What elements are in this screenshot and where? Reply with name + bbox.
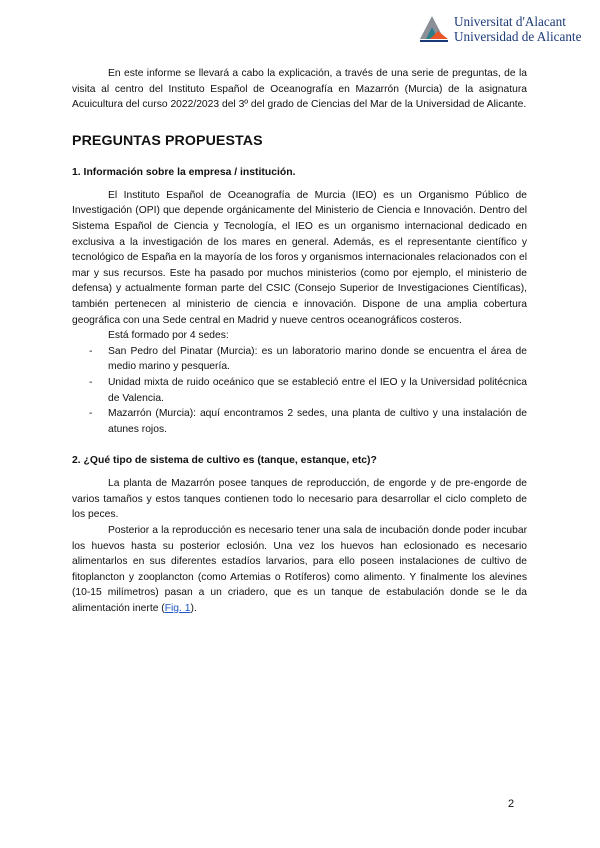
list-item — [72, 375, 527, 406]
question-2-paragraph-2 — [72, 523, 527, 617]
question-1-title: 1. Información sobre la empresa / institución. — [72, 166, 296, 178]
university-logo — [418, 12, 594, 46]
sedes-list — [72, 344, 527, 438]
question-1-paragraph-2: Está formado por 4 sedes: — [108, 330, 229, 342]
section-title: PREGUNTAS PROPUESTAS — [72, 132, 263, 149]
list-item-text: Unidad mixta de ruido oceánico que se estableció entre el IEO y la Universidad politécnica de Valencia. — [108, 376, 527, 404]
dash-bullet: - — [89, 376, 93, 388]
document-body — [72, 66, 527, 617]
question-2-paragraph-2-text: Posterior a la reproducción es necesario tener una sala de incubación donde poder incubar los huevos hasta su posterior eclosión. Una vez los huevos han eclosionado es necesario alimentarlos en sus diferentes estadíos larvarios, para ello poseen instalaciones de cultivo de fitoplancton y zooplancton (como Artemias o Rotíferos) como alimento. Y finalmente los alevines (10-15 milímetros) pasan a un criadero, que es un tanque de estabulación donde se le da alimentación inerte ( — [72, 525, 527, 615]
dash-bullet: - — [89, 345, 93, 357]
list-item — [72, 406, 527, 437]
dash-bullet: - — [89, 408, 93, 420]
logo-line-1: Universitat d'Alacant — [454, 14, 566, 29]
university-emblem-icon — [418, 12, 452, 46]
question-2-paragraph-1: La planta de Mazarrón posee tanques de reproducción, de engorde y de pre-engorde de varios tamaños y estos tanques contienen todo lo necesario para desarrollar el ciclo completo de los peces. — [72, 478, 527, 521]
logo-line-2: Universidad de Alicante — [454, 29, 582, 44]
list-item — [72, 344, 527, 375]
question-2-title: 2. ¿Qué tipo de sistema de cultivo es (tanque, estanque, etc)? — [72, 455, 377, 467]
figure-1-link[interactable]: Fig. 1 — [164, 603, 191, 615]
list-item-text: Mazarrón (Murcia): aquí encontramos 2 sedes, una planta de cultivo y una instalación de atunes rojos. — [108, 408, 527, 435]
list-item-text: San Pedro del Pinatar (Murcia): es un laboratorio marino donde se encuentra el área de medio marino y pesquería. — [108, 345, 527, 373]
question-2-paragraph-2-end: ). — [190, 603, 197, 615]
page-number: 2 — [507, 798, 515, 810]
intro-paragraph: En este informe se llevará a cabo la explicación, a través de una serie de preguntas, de la visita al centro del Instituto Español de Oceanografía en Mazarrón (Murcia) de la asignatura Acuicultura del curso 2022/2023 del 3º del grado de Ciencias del Mar de la Universidad de Alicante. — [72, 68, 527, 111]
question-1-paragraph-1: El Instituto Español de Oceanografía de Murcia (IEO) es un Organismo Público de Investigación (OPI) que depende orgánicamente del Ministerio de Ciencia e Innovación. Dentro del Sistema Español de Ciencia y Tecnología, el IEO es un organismo internacional dedicado en exclusiva a la investigación de los mares en general. Además, es el representante científico y tecnológico de España en la mayoría de los foros y organismos internacionales relacionados con el mar y sus recursos. Este ha pasado por muchos ministerios (como por ejemplo, el ministerio de defensa) y actualmente forman parte del CSIC (Consejo Superior de Investigaciones Científicas), también pertenecen al ministerio de ciencia e innovación. Dispone de una amplia cobertura geográfica con una Sede central en Madrid y nueve centros oceanográficos costeros. — [72, 189, 527, 326]
